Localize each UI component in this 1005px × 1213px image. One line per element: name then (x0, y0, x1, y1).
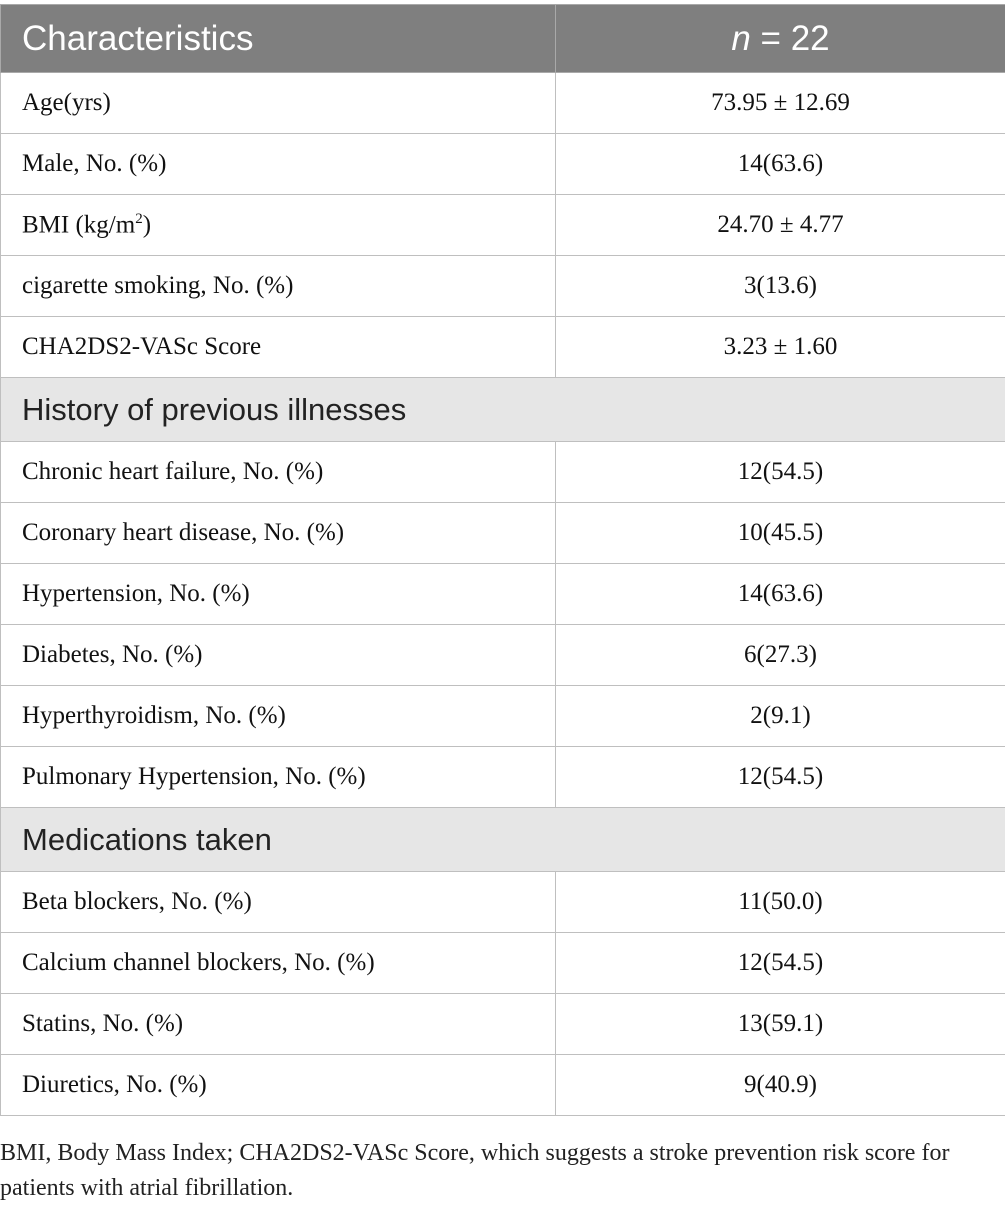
header-n (556, 5, 1005, 73)
table-footnote: BMI, Body Mass Index; CHA2DS2-VASc Score, which suggests a stroke prevention risk score for patients with atrial fibrillation. (0, 1140, 950, 1201)
table-row (1, 747, 1005, 808)
header-n-symbol: n (731, 18, 751, 58)
row-label: cigarette smoking, No. (%) (1, 256, 556, 317)
table-row (1, 872, 1005, 933)
row-value: 13(59.1) (556, 994, 1005, 1055)
bmi-label-main: BMI (kg/m (22, 211, 136, 239)
characteristics-table (0, 4, 1005, 1116)
table-row (1, 134, 1005, 195)
table-row (1, 933, 1005, 994)
row-label: Coronary heart disease, No. (%) (1, 503, 556, 564)
row-value: 73.95 ± 12.69 (556, 73, 1005, 134)
row-label: CHA2DS2-VASc Score (1, 317, 556, 378)
row-label: Diabetes, No. (%) (1, 625, 556, 686)
row-value: 3.23 ± 1.60 (556, 317, 1005, 378)
table-row (1, 686, 1005, 747)
table-row (1, 1055, 1005, 1116)
table-row (1, 564, 1005, 625)
row-value: 12(54.5) (556, 747, 1005, 808)
header-characteristics: Characteristics (1, 5, 556, 73)
row-label: Chronic heart failure, No. (%) (1, 442, 556, 503)
row-label: Hyperthyroidism, No. (%) (1, 686, 556, 747)
table-header-row (1, 5, 1005, 73)
header-n-value: = 22 (750, 18, 830, 58)
section-header-history (1, 378, 1005, 442)
table-row (1, 256, 1005, 317)
section-header-medications (1, 808, 1005, 872)
table-row (1, 503, 1005, 564)
section-title-history: History of previous illnesses (1, 378, 1005, 442)
table-row (1, 625, 1005, 686)
row-label: Male, No. (%) (1, 134, 556, 195)
row-value: 10(45.5) (556, 503, 1005, 564)
table-row (1, 994, 1005, 1055)
row-value: 3(13.6) (556, 256, 1005, 317)
row-label-bmi (1, 195, 556, 256)
table-row (1, 442, 1005, 503)
row-value: 24.70 ± 4.77 (556, 195, 1005, 256)
row-label: Beta blockers, No. (%) (1, 872, 556, 933)
row-label: Hypertension, No. (%) (1, 564, 556, 625)
row-value: 12(54.5) (556, 933, 1005, 994)
row-value: 14(63.6) (556, 134, 1005, 195)
row-value: 11(50.0) (556, 872, 1005, 933)
bmi-label-end: ) (142, 211, 152, 239)
row-label: Pulmonary Hypertension, No. (%) (1, 747, 556, 808)
table-row (1, 195, 1005, 256)
row-value: 6(27.3) (556, 625, 1005, 686)
section-title-medications: Medications taken (1, 808, 1005, 872)
table-row (1, 317, 1005, 378)
row-label: Statins, No. (%) (1, 994, 556, 1055)
table-row (1, 73, 1005, 134)
row-value: 12(54.5) (556, 442, 1005, 503)
row-label: Calcium channel blockers, No. (%) (1, 933, 556, 994)
bmi-label-superscript: 2 (135, 210, 143, 227)
row-value: 9(40.9) (556, 1055, 1005, 1116)
row-label: Diuretics, No. (%) (1, 1055, 556, 1116)
row-value: 14(63.6) (556, 564, 1005, 625)
row-label: Age(yrs) (1, 73, 556, 134)
row-value: 2(9.1) (556, 686, 1005, 747)
